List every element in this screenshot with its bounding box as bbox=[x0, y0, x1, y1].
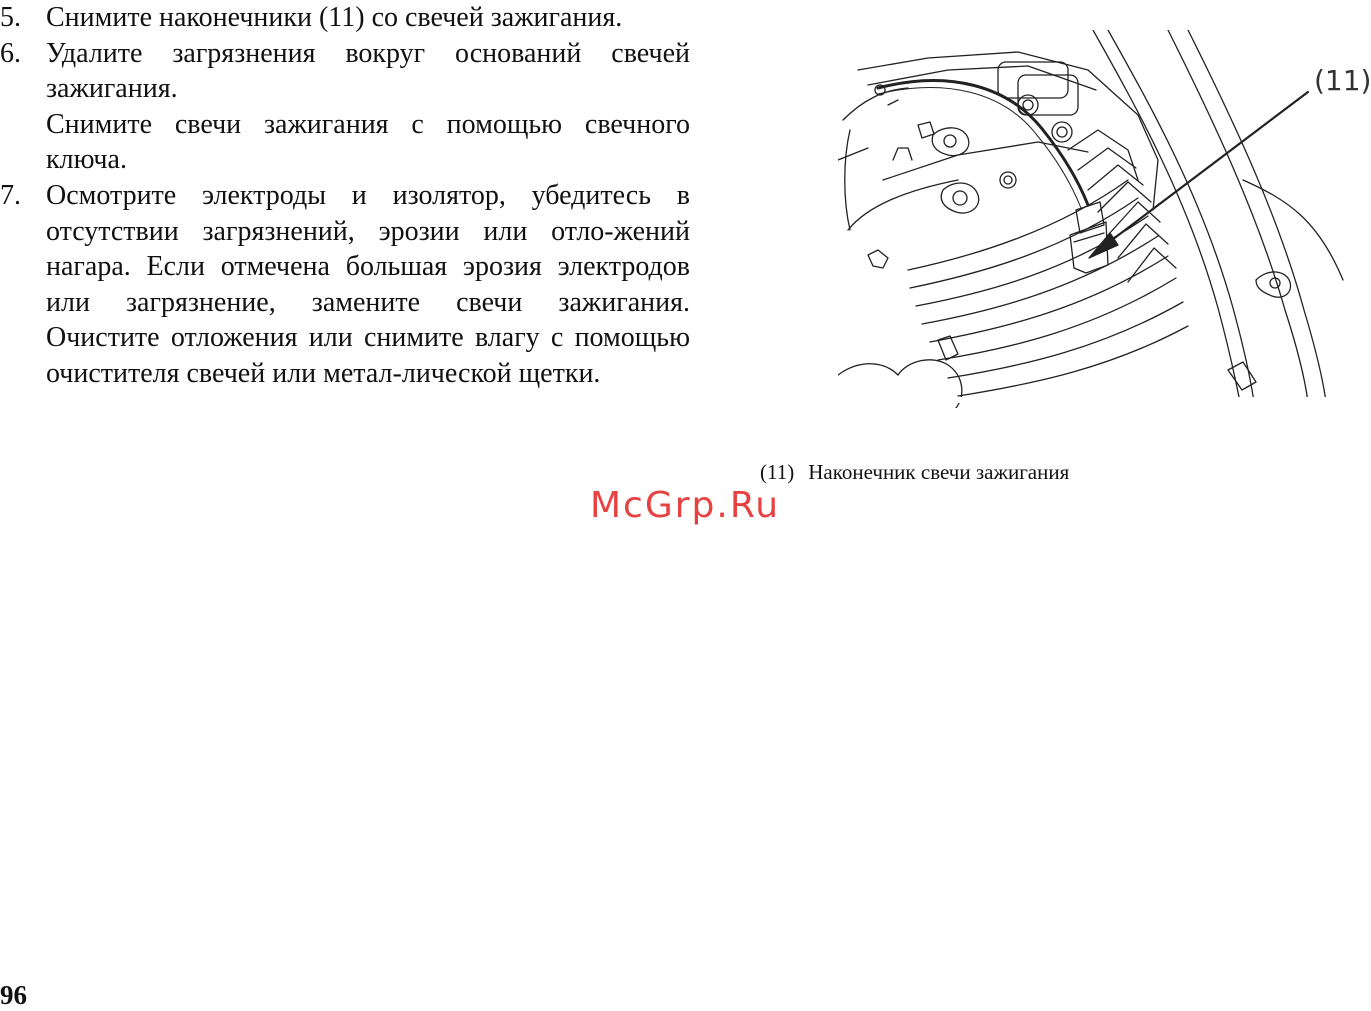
step-text: Удалите загрязнения вокруг оснований свечей зажигания. bbox=[46, 37, 690, 105]
step-number: 7. bbox=[0, 179, 21, 211]
step-item bbox=[0, 0, 690, 36]
caption-number: (11) bbox=[760, 460, 795, 484]
engine-lower-parts bbox=[838, 336, 1371, 408]
frame-tubes bbox=[1093, 30, 1343, 402]
step-text: Снимите наконечники (11) со свечей зажигания. bbox=[46, 2, 623, 33]
step-text: Осмотрите электроды и изолятор, убедитесь в отсутствии загрязнений, эрозии или отло-жений нагара. Если отмечена большая эрозия электродов или загрязнение, замените свечи зажигания. Очистите отложения или снимите влагу с помощью очистителя свечей или метал-лической щетки. bbox=[46, 179, 690, 389]
caption-text: Наконечник свечи зажигания bbox=[808, 460, 1070, 484]
figure-caption bbox=[760, 460, 1069, 485]
callout-leader bbox=[1089, 92, 1308, 258]
watermark: McGrp.Ru bbox=[590, 485, 781, 526]
step-item bbox=[0, 178, 690, 392]
instruction-steps bbox=[0, 0, 690, 392]
step-item bbox=[0, 36, 690, 178]
engine-illustration bbox=[838, 30, 1371, 408]
step-number: 5. bbox=[0, 2, 21, 33]
page-number: 96 bbox=[0, 980, 27, 1010]
step-text: Снимите свечи зажигания с помощью свечного ключа. bbox=[46, 108, 690, 176]
spark-plug-wire bbox=[875, 81, 1088, 208]
cooling-fins bbox=[908, 130, 1188, 396]
step-number: 6. bbox=[0, 37, 21, 69]
callout-label: (11) bbox=[1314, 64, 1371, 97]
